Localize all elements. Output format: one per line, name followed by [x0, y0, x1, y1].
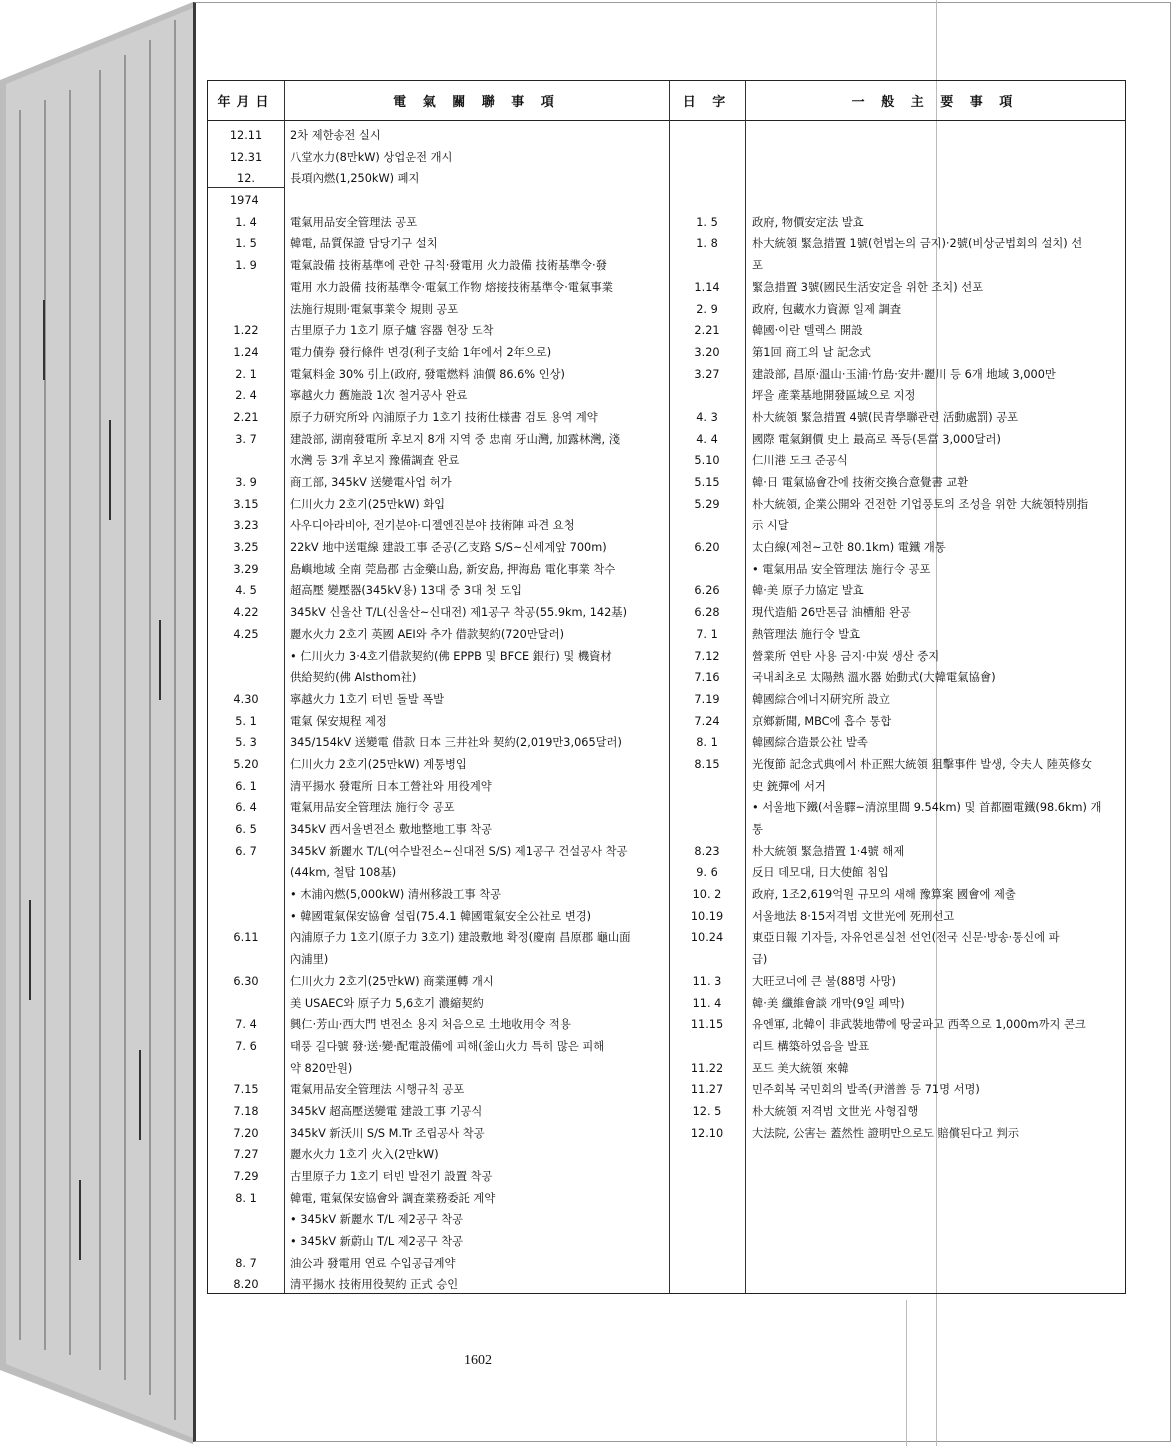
general-event-text: 國際 電氣銅價 史上 最高로 폭등(톤當 3,000달러): [752, 432, 1001, 446]
general-event-text: 朴大統領 緊急措置 1號(헌법논의 금지)·2號(비상군법회의 설치) 선: [752, 237, 1083, 251]
electric-event-date: [208, 1209, 284, 1231]
electric-event-text: 345kV 西서울변전소 敷地整地工事 착공: [290, 823, 493, 836]
general-event-date: [669, 147, 745, 169]
electric-event-date: 8. 7: [235, 1256, 257, 1270]
general-event-text: 韓國綜合造景公社 발족: [752, 736, 868, 750]
general-event-text: 熱管理法 施行令 발효: [752, 627, 861, 641]
general-event-text: 政府, 1조2,619억원 규모의 새해 豫算案 國會에 제출: [752, 888, 1016, 902]
general-event-text: • 電氣用品 安全管理法 施行令 공포: [752, 562, 931, 576]
header-date: 年月日: [208, 81, 284, 121]
general-event-text: 建設部, 昌原·溫山·玉浦·竹島·安井·麗川 등 6개 地域 3,000만: [752, 367, 1056, 381]
column-divider: [284, 81, 285, 1293]
general-event-text: [752, 168, 1124, 190]
electric-event-date: [208, 949, 284, 971]
electric-event-text: 法施行規則·電氣事業令 規則 공포: [290, 302, 459, 316]
electric-event-date: 3. 9: [235, 476, 257, 489]
electric-event-date: 6. 7: [235, 844, 257, 858]
electric-event-date: 6.30: [233, 974, 259, 988]
general-event-text: 통: [752, 823, 763, 836]
general-event-date: [669, 515, 745, 537]
electric-event-date: 7. 4: [235, 1018, 257, 1032]
electric-event-date: [208, 450, 284, 472]
general-event-text: 京鄉新聞, MBC에 흡수 통합: [752, 714, 892, 728]
electric-event-text: 仁川火力 2호기(25만kW) 계통병입: [290, 757, 467, 771]
electric-event-date: 6. 5: [235, 823, 257, 836]
electric-event-text: 韓電, 品質保證 담당기구 설치: [290, 237, 438, 251]
electric-event-text: 약 820만원): [290, 1061, 353, 1075]
electric-event-date: 12.: [237, 172, 255, 186]
electric-event-text: 美 USAEC와 原子力 5,6호기 濃縮契約: [290, 996, 484, 1010]
header-general-events: 一 般 主 要 事 項: [745, 81, 1125, 121]
electric-event-text: 水灣 등 3개 후보지 豫備調査 완료: [290, 454, 460, 468]
electric-event-date: [208, 884, 284, 906]
electric-event-text: 原子力研究所와 內浦原子力 1호기 技術仕様書 검토 용역 계약: [290, 410, 598, 424]
general-event-text: 서울地法 8·15저격범 文世光에 死刑선고: [752, 909, 955, 923]
electric-event-text: 商工部, 345kV 送變電사업 허가: [290, 476, 452, 489]
general-event-text: 太白線(제천~고한 80.1km) 電鐵 개통: [752, 541, 946, 555]
general-event-date: 3.27: [694, 367, 720, 381]
electric-event-date: 4.30: [233, 692, 259, 706]
general-event-text: 現代造船 26만톤급 油槽船 완공: [752, 606, 911, 620]
electric-event-text: 興仁·芳山·西大門 변전소 용지 처음으로 土地收用令 적용: [290, 1018, 571, 1032]
general-event-date: 1. 8: [696, 237, 718, 251]
electric-event-text: 島嶼地域 全南 莞島郡 古金藥山島, 新安島, 押海島 電化事業 착수: [290, 562, 616, 576]
electric-event-text: 電氣用品安全管理法 시행규칙 공포: [290, 1083, 465, 1097]
electric-event-date: 7.29: [233, 1170, 259, 1183]
general-event-text: • 서울地下鐵(서울驛~清涼里間 9.54km) 및 首都圈電鐵(98.6km) 개: [752, 801, 1102, 815]
general-event-date: 9. 6: [696, 866, 718, 880]
electric-event-date: 6. 4: [235, 801, 257, 815]
general-event-text: 第1回 商工의 날 記念式: [752, 345, 871, 359]
electric-event-text: [290, 190, 675, 212]
general-event-text: 大旺코너에 큰 불(88명 사망): [752, 974, 896, 988]
general-events-column: [752, 125, 1124, 1144]
electric-event-date: 7. 6: [235, 1039, 257, 1053]
electric-event-date: 3.25: [233, 541, 259, 555]
general-event-date: 7. 1: [696, 627, 718, 641]
general-event-text: 緊急措置 3號(國民生活安定을 위한 조치) 선포: [752, 280, 984, 294]
electric-event-date: [208, 993, 284, 1015]
general-event-text: 朴大統領 저격범 文世光 사형집행: [752, 1104, 919, 1118]
electric-event-text: • 韓國電氣保安協會 설립(75.4.1 韓國電氣安全公社로 변경): [290, 909, 592, 923]
electric-event-date: 4.22: [233, 606, 259, 620]
general-event-date: [669, 125, 745, 147]
electric-event-text: 345kV 新麗水 T/L(여수발전소~신대전 S/S) 제1공구 건설공사 착공: [290, 844, 628, 858]
electric-event-date: [208, 646, 284, 668]
general-event-date: 12. 5: [692, 1104, 722, 1118]
general-event-date: [669, 949, 745, 971]
general-event-text: 朴大統領 緊急措置 4號(民青學聯관련 活動處罰) 공포: [752, 410, 1019, 424]
general-event-text: 反日 데모대, 日大使館 침입: [752, 866, 889, 880]
electric-event-text: 仁川火力 2호기(25만kW) 화입: [290, 497, 446, 511]
general-event-text: 大法院, 公害는 蓋然性 證明만으로도 賠償된다고 判示: [752, 1126, 1020, 1140]
electric-event-text: • 345kV 新蔚山 T/L 제2공구 착공: [290, 1235, 464, 1249]
general-event-date: 11. 4: [692, 996, 722, 1010]
general-event-date: [669, 559, 745, 581]
electric-event-text: 八堂水力(8만kW) 상업운전 개시: [290, 150, 453, 164]
electric-event-date: 1.24: [233, 345, 259, 359]
electric-event-text: 超高壓 變壓器(345kV용) 13대 중 3대 첫 도입: [290, 584, 522, 598]
general-event-date: [669, 776, 745, 798]
electric-event-text: • 仁川火力 3·4호기借款契約(佛 EPPB 및 BFCE 銀行) 및 機資材: [290, 649, 612, 663]
general-event-date: 4. 3: [696, 410, 718, 424]
electric-event-date: 3.29: [233, 562, 259, 576]
general-event-date: 8.23: [694, 844, 720, 858]
electric-event-text: 麗水火力 2호기 英國 AEI와 추가 借款契約(720만달러): [290, 627, 564, 641]
electric-event-date: 12.31: [229, 150, 263, 164]
general-event-text: 유엔軍, 北韓이 非武裝地帶에 땅굴파고 西쪽으로 1,000m까지 콘크: [752, 1018, 1086, 1032]
electric-event-date: 6.11: [233, 931, 259, 945]
electric-event-text: 清平揚水 發電所 日本工營社와 用役계약: [290, 779, 492, 793]
electric-event-date: 6. 1: [235, 779, 257, 793]
general-event-date: 11.15: [690, 1018, 724, 1032]
general-event-text: [752, 125, 1124, 147]
general-event-date: 7.12: [694, 649, 720, 663]
electric-event-text: 麗水火力 1호기 火入(2만kW): [290, 1148, 439, 1162]
general-event-date: 11.27: [690, 1083, 724, 1097]
electric-event-date: [208, 1058, 284, 1080]
general-event-text: 示 시달: [752, 519, 789, 533]
electric-event-text: 清平揚水 技術用役契約 正式 승인: [290, 1278, 459, 1292]
electric-event-text: • 345kV 新麗水 T/L 제2공구 착공: [290, 1213, 464, 1227]
general-event-text: 政府, 包藏水力資源 일제 調査: [752, 302, 902, 316]
general-event-date: 6.28: [694, 606, 720, 620]
general-event-date: [669, 819, 745, 841]
general-event-date: 5.29: [694, 497, 720, 511]
electric-event-text: 內浦里): [290, 953, 329, 967]
general-event-date: 11.22: [690, 1061, 724, 1075]
general-event-date: 10.19: [690, 909, 724, 923]
general-event-text: 坪을 產業基地開發區域으로 지정: [752, 389, 916, 403]
general-event-date: 4. 4: [696, 432, 718, 446]
electric-event-date: 8.20: [233, 1278, 259, 1292]
electric-dates-column: [208, 125, 284, 1296]
electric-event-text: 電氣料金 30% 引上(政府, 發電燃料 油價 86.6% 인상): [290, 367, 565, 381]
general-event-date: 7.24: [694, 714, 720, 728]
electric-event-text: 사우디아라비아, 전기분야·디젤엔진분야 技術陣 파견 요청: [290, 519, 575, 533]
general-event-date: 1. 5: [696, 215, 718, 229]
electric-event-text: 2차 제한송전 실시: [290, 129, 381, 142]
electric-event-text: 電氣設備 技術基準에 관한 규칙·發電用 火力設備 技術基準令·發: [290, 259, 607, 273]
electric-event-date: 5. 1: [235, 714, 257, 728]
electric-event-text: 태풍 길다號 發·送·變·配電設備에 피해(釜山火力 특히 많은 피해: [290, 1039, 605, 1053]
general-event-date: 5.15: [694, 476, 720, 489]
general-event-date: [669, 385, 745, 407]
electric-event-date: 5. 3: [235, 736, 257, 750]
general-event-text: 營業所 연탄 사용 금지·中炭 생산 중지: [752, 649, 940, 663]
electric-event-date: [208, 1231, 284, 1253]
electric-event-date: 3.15: [233, 497, 259, 511]
electric-event-date: [208, 906, 284, 928]
electric-event-text: 韓電, 電氣保安協會와 調査業務委託 계약: [290, 1191, 496, 1205]
electric-event-date: [208, 299, 284, 321]
electric-event-text: 古里原子力 1호기 터빈 발전기 設置 착공: [290, 1170, 493, 1183]
general-event-text: 光復節 記念式典에서 朴正熙大統領 狙擊事件 발생, 令夫人 陸英修女: [752, 757, 1092, 771]
electric-event-date: 4. 5: [235, 584, 257, 598]
electric-event-text: 電氣用品安全管理法 공포: [290, 215, 418, 229]
electric-event-date: 12.11: [229, 129, 263, 142]
electric-event-date: 1.22: [233, 324, 259, 338]
general-dates-column: [669, 125, 745, 1144]
general-event-date: [669, 255, 745, 277]
electric-event-date: 1. 4: [235, 215, 257, 229]
electric-event-text: 345/154kV 送變電 借款 日本 三井社와 契約(2,019만3,065달러): [290, 736, 622, 750]
column-divider: [745, 81, 746, 1293]
general-event-text: 포: [752, 259, 763, 273]
general-event-date: [669, 797, 745, 819]
electric-event-text: 仁川火力 2호기(25만kW) 商業運轉 개시: [290, 974, 494, 988]
general-event-date: 2. 9: [696, 302, 718, 316]
electric-event-text: (44km, 철탑 108基): [290, 866, 397, 880]
electric-event-date: [208, 862, 284, 884]
general-event-text: [752, 147, 1124, 169]
general-event-date: [669, 1036, 745, 1058]
electric-event-date: 4.25: [233, 627, 259, 641]
header-date2: 日 字: [669, 81, 745, 121]
electric-event-date: 7.27: [233, 1148, 259, 1162]
electric-event-text: 建設部, 湖南發電所 후보지 8개 지역 중 忠南 牙山灣, 加露林灣, 淺: [290, 432, 621, 446]
general-event-text: 리트 構築하였음을 발표: [752, 1039, 870, 1053]
general-event-text: 韓·美 原子力協定 발효: [752, 584, 864, 598]
general-event-text: 史 銃彈에 서거: [752, 779, 826, 793]
general-event-date: 7.19: [694, 692, 720, 706]
electric-event-date: 1. 9: [235, 259, 257, 273]
general-event-text: 東亞日報 기자들, 자유언론실천 선언(전국 신문·방송·통신에 파: [752, 931, 1060, 945]
electric-event-date: 3. 7: [235, 432, 257, 446]
electric-event-date: 2. 4: [235, 389, 257, 403]
electric-event-date: [208, 667, 284, 689]
general-event-date: 11. 3: [692, 974, 722, 988]
electric-event-date: 1. 5: [235, 237, 257, 251]
book-page-edges: [0, 0, 197, 1446]
general-event-text: 朴大統領 緊急措置 1·4號 해제: [752, 844, 905, 858]
electric-event-text: 電氣用品安全管理法 施行令 공포: [290, 801, 455, 815]
general-event-date: 6.26: [694, 584, 720, 598]
scan-artifact-line-lower: [906, 1300, 907, 1446]
electric-event-date: 1974: [230, 194, 259, 208]
electric-event-text: • 木浦內燃(5,000kW) 清州移設工事 착공: [290, 888, 502, 902]
electric-event-text: 古里原子力 1호기 原子爐 容器 현장 도착: [290, 324, 494, 338]
general-event-date: 10. 2: [692, 888, 722, 902]
general-event-text: 政府, 物價安定法 발효: [752, 215, 864, 229]
general-event-date: [669, 168, 745, 190]
general-event-date: 8.15: [694, 757, 720, 771]
electric-event-text: 345kV 超高壓送變電 建設工事 기공식: [290, 1104, 483, 1118]
general-event-text: 급): [752, 953, 768, 967]
general-event-date: 12.10: [690, 1126, 724, 1140]
electric-event-date: 7.15: [233, 1083, 259, 1097]
general-event-text: 포드 美大統領 來韓: [752, 1061, 849, 1075]
general-event-date: 2.21: [694, 324, 720, 338]
general-event-date: 8. 1: [696, 736, 718, 750]
electric-event-text: 345kV 新沃川 S/S M.Tr 조립공사 착공: [290, 1126, 485, 1140]
electric-event-text: 電力債券 發行條件 변경(利子支給 1年에서 2年으로): [290, 345, 552, 359]
electric-event-text: 電用 水力設備 技術基準令·電氣工作物 熔接技術基準令·電氣事業: [290, 280, 613, 294]
electric-event-date: 2. 1: [235, 367, 257, 381]
header-electric-events: 電 氣 關 聯 事 項: [284, 81, 669, 121]
general-event-text: [752, 190, 1124, 212]
electric-events-column: [290, 125, 675, 1296]
electric-event-date: 8. 1: [235, 1191, 257, 1205]
general-event-date: 7.16: [694, 671, 720, 685]
chronology-table: [207, 80, 1126, 1294]
electric-event-text: 寧越火力 舊施設 1次 철거공사 완료: [290, 389, 468, 403]
electric-event-date: 7.18: [233, 1104, 259, 1118]
general-event-text: 朴大統領, 企業公開와 건전한 기업풍토의 조성을 위한 大統領特別指: [752, 497, 1089, 511]
electric-event-text: 油公과 發電用 연료 수입공급계약: [290, 1256, 456, 1270]
general-event-text: 韓國·이란 텔렉스 開設: [752, 324, 863, 338]
electric-event-text: 供給契約(佛 Alsthom社): [290, 671, 417, 685]
electric-event-date: 5.20: [233, 757, 259, 771]
electric-event-date: 3.23: [233, 519, 259, 533]
electric-event-text: 22kV 地中送電線 建設工事 준공(乙支路 S/S~신세계앞 700m): [290, 541, 607, 555]
electric-event-text: 345kV 신울산 T/L(신울산~신대전) 제1공구 착공(55.9km, 142基): [290, 606, 628, 620]
electric-event-date: 7.20: [233, 1126, 259, 1140]
general-event-date: 6.20: [694, 541, 720, 555]
general-event-date: 5.10: [694, 454, 720, 468]
general-event-text: 仁川港 도크 준공식: [752, 454, 848, 468]
general-event-text: 韓國綜合에너지研究所 設立: [752, 692, 891, 706]
electric-event-text: 長項內燃(1,250kW) 폐지: [290, 172, 420, 186]
electric-event-text: 電氣 保安規程 제정: [290, 714, 387, 728]
general-event-text: 민주회복 국민회의 발족(尹潽善 등 71명 서명): [752, 1083, 980, 1097]
general-event-date: 10.24: [690, 931, 724, 945]
general-event-text: 韓·日 電氣協會간에 技術交換合意覺書 교환: [752, 476, 969, 489]
general-event-text: 韓·美 纖維會談 개막(9일 폐막): [752, 996, 905, 1010]
page-number: 1602: [464, 1353, 492, 1368]
electric-event-text: 寧越火力 1호기 터빈 돌발 폭발: [290, 692, 445, 706]
electric-event-date: [208, 277, 284, 299]
general-event-date: 3.20: [694, 345, 720, 359]
general-event-date: 1.14: [694, 280, 720, 294]
general-event-text: 국내최초로 太陽熱 溫水器 始動式(大韓電氣協會): [752, 671, 996, 685]
electric-event-text: 內浦原子力 1호기(原子力 3호기) 建設敷地 확정(慶南 昌原郡 龜山面: [290, 931, 631, 945]
general-event-date: [669, 190, 745, 212]
electric-event-date: 2.21: [233, 410, 259, 424]
